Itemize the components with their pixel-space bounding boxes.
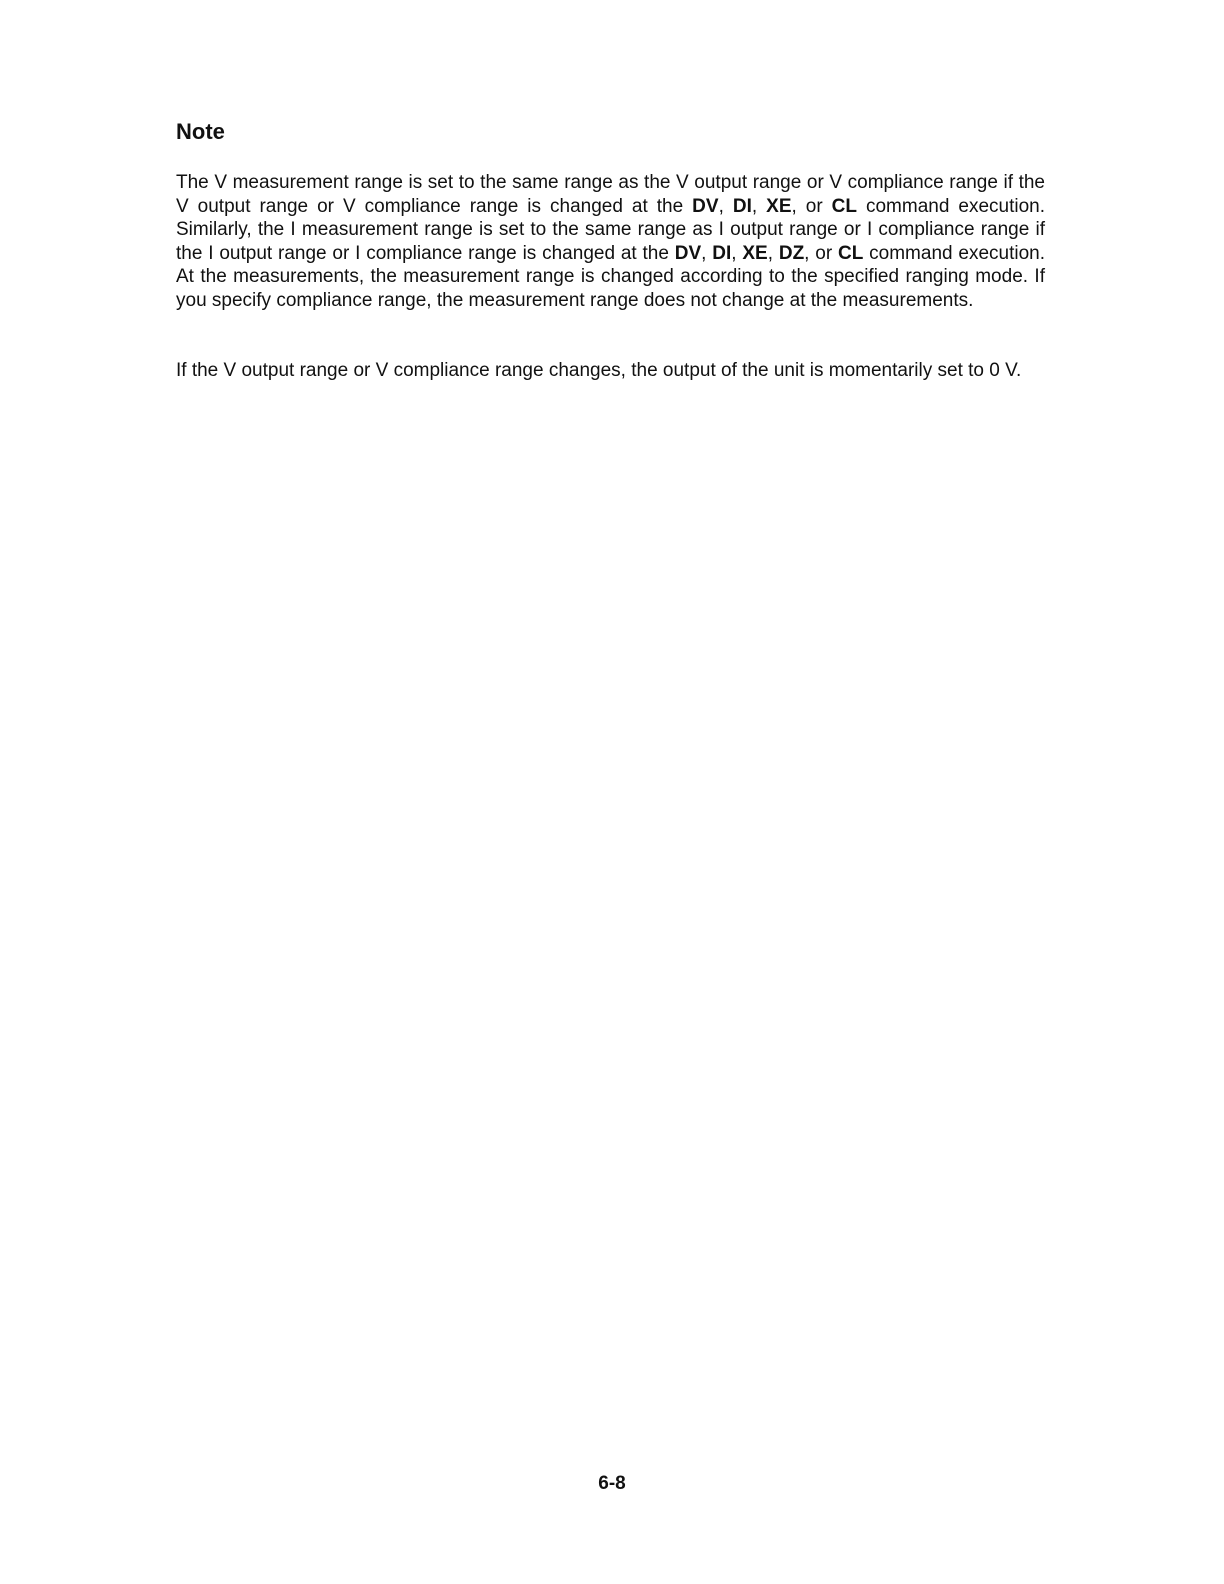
text-run: , [718,195,733,217]
text-run: , [751,195,767,217]
command-cl: CL [831,195,857,217]
text-run: The V measurement range is set to the same range as the V output range or V compliance range if the V output range or V compliance range is changed at the [176,172,1045,217]
note-paragraph-2: If the V output range or V compliance range changes, the output of the unit is momentarily set to 0 V. [176,360,1022,381]
command-cl: CL [838,242,864,264]
command-di: DI [732,195,752,217]
command-dv: DV [674,242,702,264]
command-xe: XE [742,242,768,264]
text-run: , [701,242,713,264]
note-paragraph-1 [176,171,1045,312]
command-di: DI [712,242,732,264]
text-run: , or [791,195,832,217]
command-xe: XE [766,195,792,217]
text-run: , [731,242,743,264]
page-number: 6-8 [598,1473,626,1494]
command-dz: DZ [778,242,805,264]
text-run: , [767,242,779,264]
text-run: command execution. At the measurements, the measurement range is changed according to the specified ranging mode. If you specify compliance range, the measurement range does not change at the measurements. [176,242,1046,311]
command-dv: DV [692,195,719,217]
note-heading: Note [176,119,225,144]
text-run: , or [804,242,838,264]
text-run: command execution. Similarly, the I measurement range is set to the same range as I output range or I compliance range if the I output range or I compliance range is changed at the [176,195,1046,264]
